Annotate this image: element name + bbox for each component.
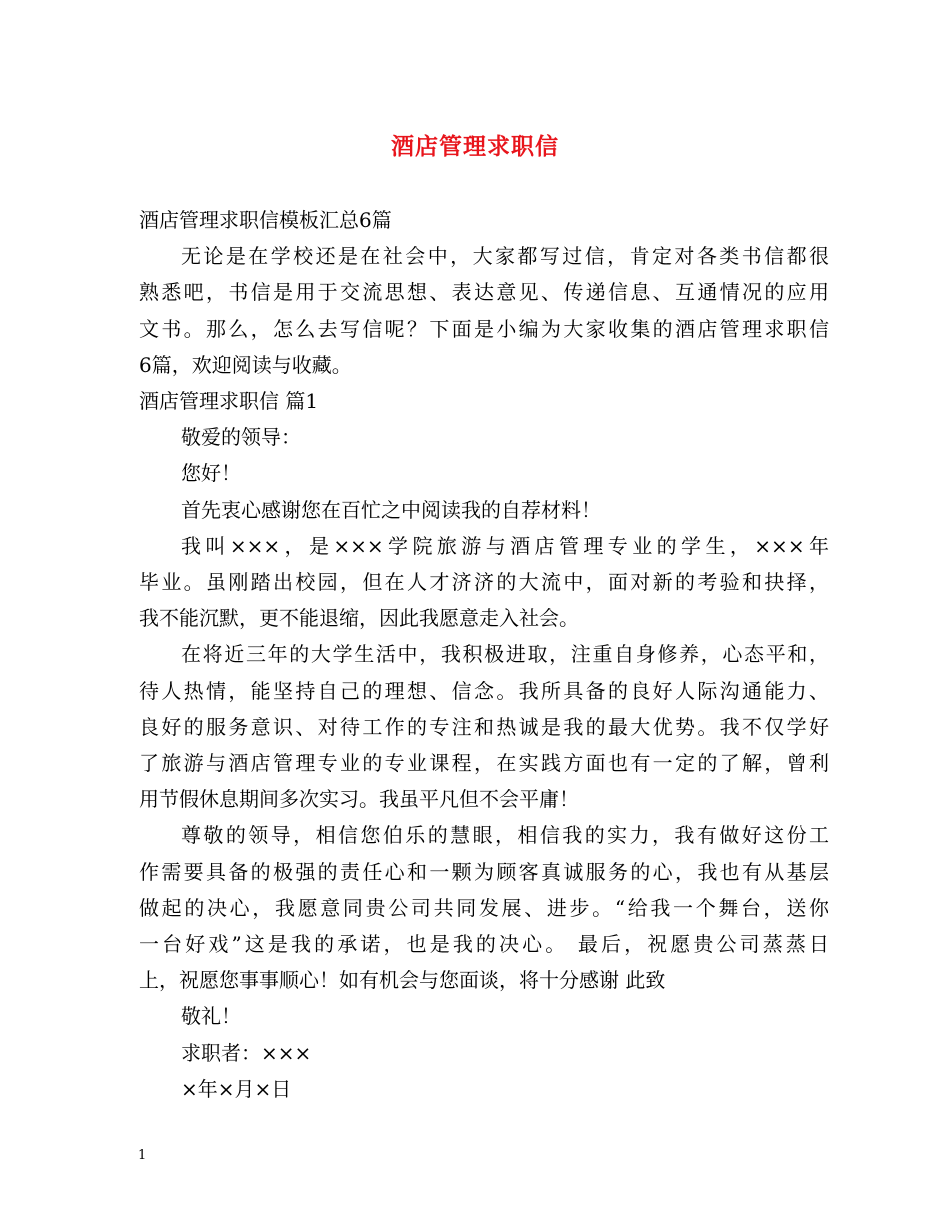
date: ×年×月×日: [181, 1076, 292, 1101]
paragraph-line: 上，祝愿您事事顺心！如有机会与您面谈，将十分感谢 此致: [139, 968, 666, 993]
paragraph-line: 做起的决心，我愿意同贵公司共同发展、进步。“给我一个舞台，送你: [139, 895, 829, 920]
greeting: 敬爱的领导：: [181, 425, 301, 450]
paragraph-line: 在将近三年的大学生活中，我积极进取，注重自身修养，心态平和，: [181, 642, 829, 667]
document-subtitle: 酒店管理求职信模板汇总6篇: [139, 208, 392, 232]
document-title: 酒店管理求职信: [391, 133, 559, 160]
paragraph-line: 待人热情，能坚持自己的理想、信念。我所具备的良好人际沟通能力、: [139, 678, 829, 703]
paragraph-line: 毕业。虽刚踏出校园，但在人才济济的大流中，面对新的考验和抉择，: [139, 570, 829, 595]
intro-line: 文书。那么，怎么去写信呢？下面是小编为大家收集的酒店管理求职信: [139, 316, 829, 341]
section-heading: 酒店管理求职信 篇1: [139, 389, 319, 414]
closing: 敬礼！: [181, 1004, 241, 1029]
intro-line: 无论是在学校还是在社会中，大家都写过信，肯定对各类书信都很: [181, 244, 829, 269]
paragraph-line: 我叫×××，是×××学院旅游与酒店管理专业的学生，×××年: [181, 533, 829, 558]
intro-line: 6篇，欢迎阅读与收藏。: [139, 352, 352, 377]
paragraph-line: 用节假休息期间多次实习。我虽平凡但不会平庸！: [139, 787, 579, 812]
document-body: [139, 202, 829, 1107]
paragraph-line: 作需要具备的极强的责任心和一颗为顾客真诚服务的心，我也有从基层: [139, 859, 829, 884]
hello: 您好！: [181, 461, 241, 486]
intro-line: 熟悉吧，书信是用于交流思想、表达意见、传递信息、互通情况的应用: [139, 280, 829, 305]
paragraph-line: 了旅游与酒店管理专业的专业课程，在实践方面也有一定的了解，曾利: [139, 751, 829, 776]
thanks-line: 首先衷心感谢您在百忙之中阅读我的自荐材料！: [181, 497, 601, 522]
paragraph-line: 我不能沉默，更不能退缩，因此我愿意走入社会。: [139, 606, 579, 631]
page-number: 1: [138, 1148, 147, 1163]
paragraph-line: 良好的服务意识、对待工作的专注和热诚是我的最大优势。我不仅学好: [139, 714, 829, 739]
paragraph-line: 尊敬的领导，相信您伯乐的慧眼，相信我的实力，我有做好这份工: [181, 823, 829, 848]
paragraph-line: 一台好戏”这是我的承诺，也是我的决心。 最后，祝愿贵公司蒸蒸日: [139, 932, 829, 957]
signature: 求职者：×××: [181, 1040, 312, 1065]
